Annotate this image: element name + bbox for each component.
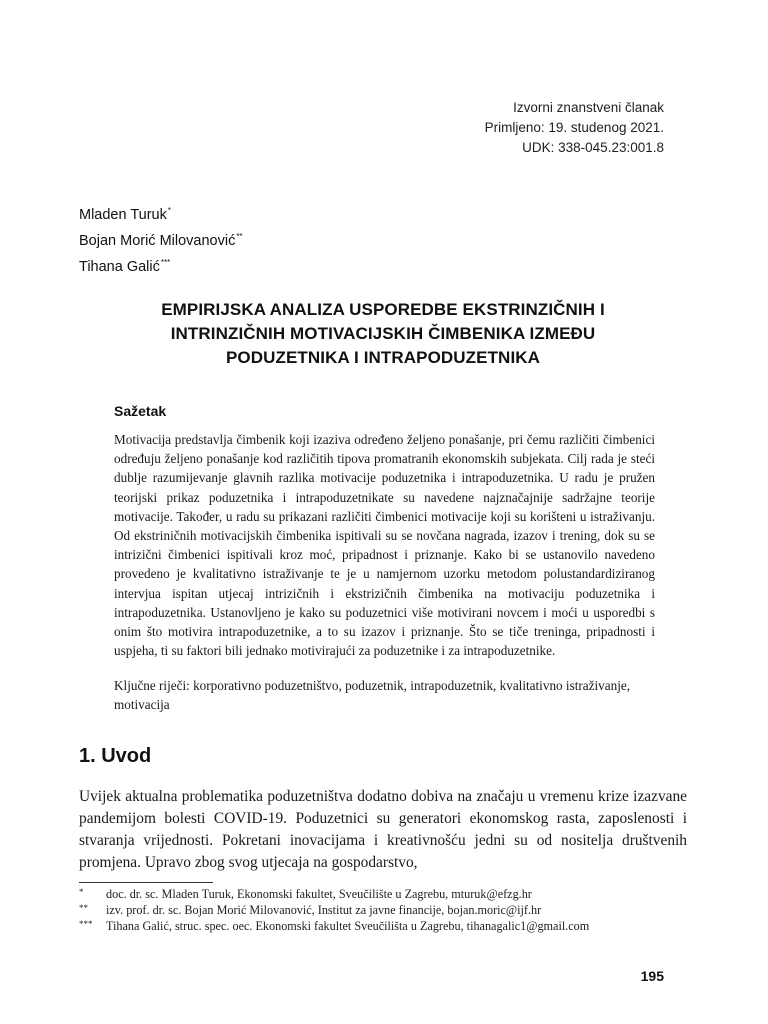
footnote-mark: * xyxy=(79,887,84,897)
footnote-text: Tihana Galić, struc. spec. oec. Ekonomski fakultet Sveučilišta u Zagrebu, tihanagalic1@gmail.com xyxy=(106,919,590,933)
article-type: Izvorni znanstveni članak xyxy=(513,100,664,115)
footnote-text: doc. dr. sc. Mladen Turuk, Ekonomski fakultet, Sveučilište u Zagrebu, mturuk@efzg.hr xyxy=(106,887,532,901)
author-list xyxy=(79,200,243,278)
article-title xyxy=(79,298,687,370)
abstract-text: Motivacija predstavlja čimbenik koji izaziva određeno željeno ponašanje, pri čemu različiti čimbenici određuju željeno ponašanje kod različitih tipova promatranih ekonomskih subjekata. Cilj rada je steći dublje razumijevanje glavnih razlika motivacije poduzetnika i intrapoduzetnika. U radu je pružen teorijski prikaz poduzetnika i intrapoduzetnikate su navedene najznačajnije sadržajne teorije motivacije. Također, u radu su prikazani različiti čimbenici motivacije koji su korišteni u istraživanju. Od ekstriničnih motivacijskih čimbenika ispitivali su se novčana nagrada, izazov i trening, dok su se intrizični čimbenici ispitivali kroz moć, pripadnost i priznanje. Kako bi se ustanovilo navedeno provedeno je kvalitativno istraživanje te je u namjernom uzorku metodom polustandardiziranog intervjua ispitan utjecaj intrizičnih i ekstrizičnih čimbenika na motivaciju poduzetnika i intrapoduzetnika. Ustanovljeno je kako su poduzetnici više motivirani novcem i moći u usporedbi s onim što motivira intrapoduzetnike, a to su izazov i priznanje. Što se tiče treninga, pripadnosti i uspjeha, ti su faktori bili jednako motivirajući za poduzetnike i za intrapoduzetnike. xyxy=(114,432,655,659)
section-heading: 1. Uvod xyxy=(79,745,152,767)
received-date: Primljeno: 19. studenog 2021. xyxy=(484,120,664,135)
page-number: 195 xyxy=(640,968,664,984)
title-line: INTRINZIČNIH MOTIVACIJSKIH ČIMBENIKA IZMEĐU xyxy=(170,324,596,343)
footnote-mark: *** xyxy=(160,258,171,267)
footnote-divider xyxy=(79,882,213,883)
footnote-mark: *** xyxy=(79,919,93,929)
article-meta xyxy=(485,98,664,158)
author: Mladen Turuk* xyxy=(79,206,171,223)
footnote-text: izv. prof. dr. sc. Bojan Morić Milovanović, Institut za javne financije, bojan.moric@ijf.hr xyxy=(106,903,542,917)
footnote xyxy=(79,918,679,934)
footnote xyxy=(79,902,679,918)
udk-code: UDK: 338-045.23:001.8 xyxy=(522,140,664,155)
abstract-heading: Sažetak xyxy=(114,403,167,419)
footnote-mark: ** xyxy=(79,903,88,913)
author: Bojan Morić Milovanović** xyxy=(79,232,243,249)
author: Tihana Galić*** xyxy=(79,258,171,275)
footnote-mark: ** xyxy=(236,232,243,241)
title-line: EMPIRIJSKA ANALIZA USPOREDBE EKSTRINZIČNIH I xyxy=(161,300,605,319)
section-body: Uvijek aktualna problematika poduzetništva dodatno dobiva na značaju u vremenu krize izazvane pandemijom bolesti COVID-19. Poduzetnici su generatori ekonomskog rasta, zaposlenosti i stvaranja vrijednosti. Pokretani inovacijama i kreativnošću jedni su od nositelja društvenih promjena. Upravo zbog svog utjecaja na gospodarstvo, xyxy=(79,788,687,871)
footnote-mark: * xyxy=(167,206,171,215)
footnote xyxy=(79,886,679,902)
footnotes xyxy=(79,886,679,934)
title-line: PODUZETNIKA I INTRAPODUZETNIKA xyxy=(225,348,541,367)
keywords: Ključne riječi: korporativno poduzetništvo, poduzetnik, intrapoduzetnik, kvalitativno istraživanje, motivacija xyxy=(114,678,631,713)
